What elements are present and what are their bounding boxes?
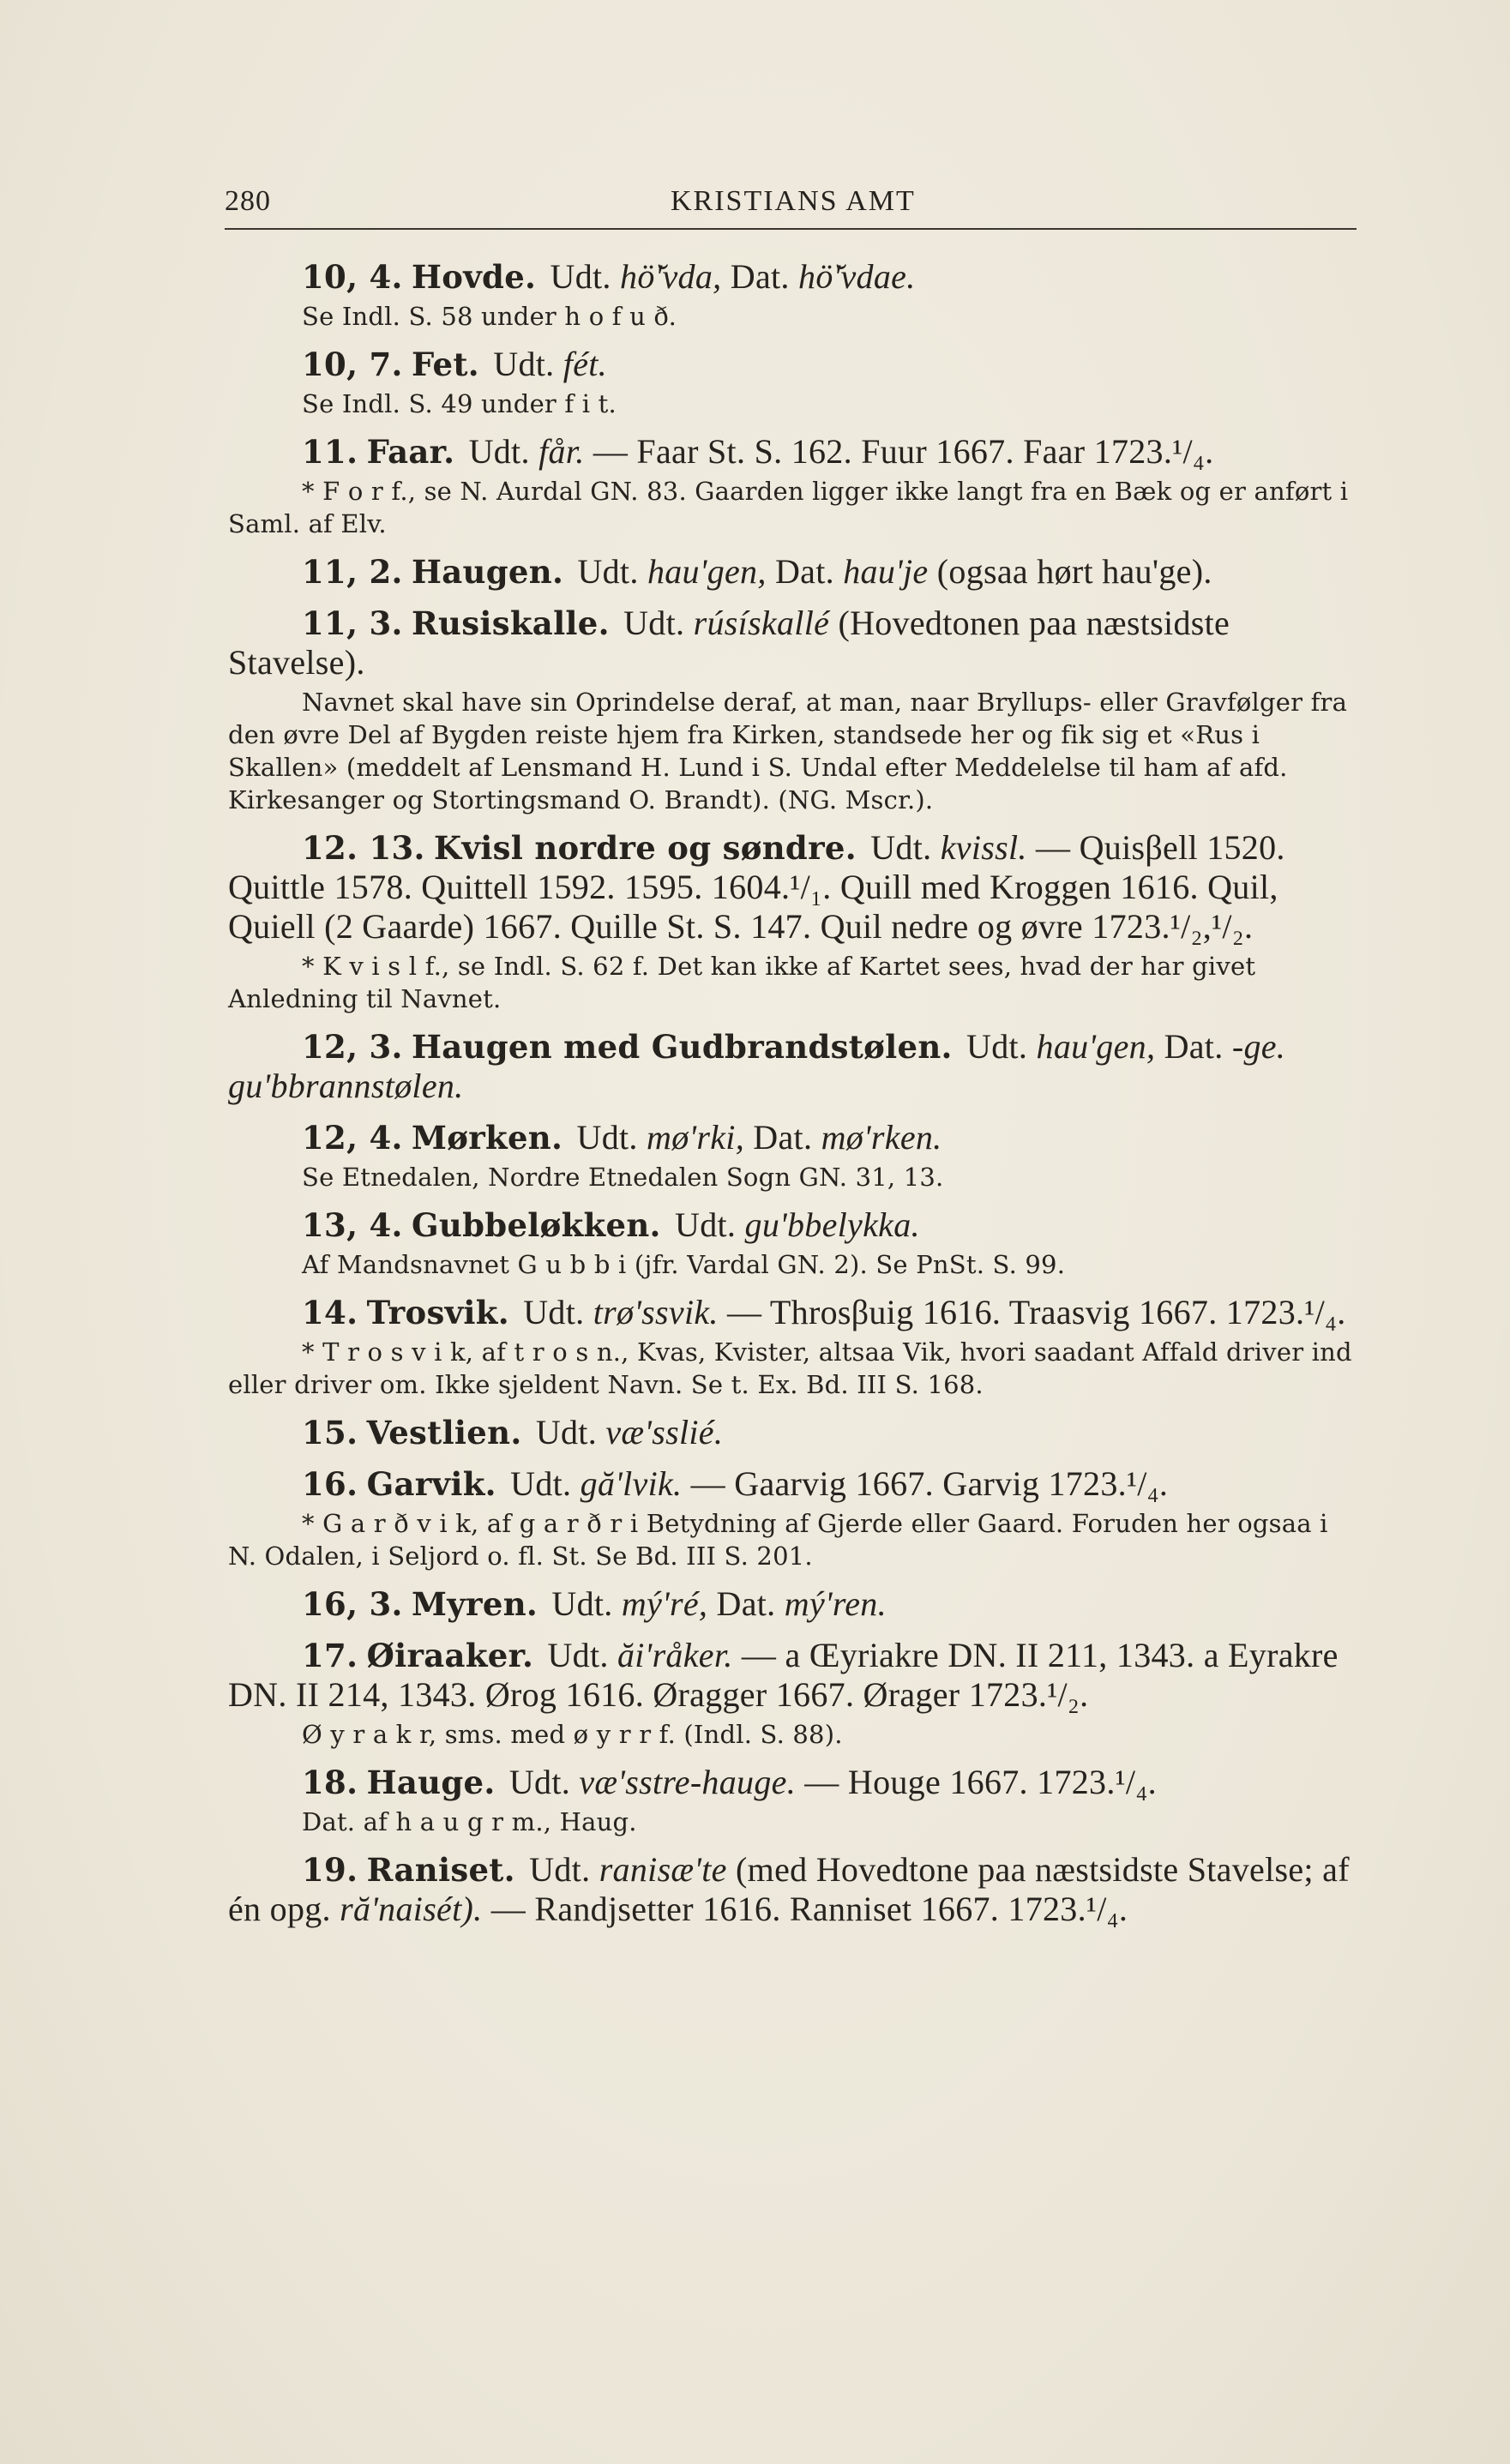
pronunciation: mø'rken.	[821, 1118, 942, 1157]
farm-name: Gubbeløkken.	[412, 1206, 661, 1244]
entry-text: Udt.	[957, 1027, 1037, 1066]
entry-number: 10, 4.	[302, 258, 403, 296]
entry-text: — Houge 1667. 1723.¹/₄.	[796, 1763, 1157, 1801]
entry-text: — Throsβuig 1616. Traasvig 1667. 1723.¹/₄.	[718, 1293, 1346, 1331]
pronunciation: ră'naisét).	[340, 1890, 483, 1928]
entry-text: Udt.	[514, 1293, 593, 1331]
entry-text: Dat.	[721, 257, 799, 296]
page-number: 280	[225, 185, 271, 217]
entry-heading	[228, 1027, 1364, 1106]
entry-heading	[228, 432, 1364, 472]
entry-number: 10, 7.	[302, 346, 403, 383]
entry-text: — Quisβell 1520. Quittle 1578. Quittell 1592. 1595. 1604.¹/₁. Quill med Kroggen 1616. Quil, Quiell (2 Gaarde) 1667. Quille St. S. 147. Quil nedre og øvre 1723.¹/₂,¹/₂.	[228, 828, 1285, 946]
entry	[228, 1027, 1364, 1106]
farm-name: Øiraaker.	[366, 1637, 534, 1674]
pronunciation: gă'lvik.	[580, 1464, 683, 1503]
pronunciation: hö̆'vda,	[620, 257, 722, 296]
entry-number: 18.	[302, 1764, 358, 1801]
pronunciation: væ'sstre-hauge.	[579, 1763, 796, 1801]
entry-text: (Hovedtonen paa næstsidste Stavelse).	[228, 604, 1230, 682]
entry	[228, 1205, 1364, 1281]
entry-number: 13, 4.	[302, 1206, 403, 1244]
entry-text: Dat.	[707, 1584, 785, 1623]
entry-note: Se Indl. S. 49 under f i t.	[302, 389, 617, 418]
entry-text: Udt.	[541, 257, 621, 296]
farm-name: Fet.	[412, 346, 479, 383]
entry	[228, 1636, 1364, 1751]
entry-note: * T r o s v i k, af t r o s n., Kvas, Kvister, altsaa Vik, hvori saadant Affald driver ind eller driver om. Ikke sjeldent Navn. Se t. Ex. Bd. III S. 168.	[228, 1337, 1352, 1399]
entry	[228, 1584, 1364, 1624]
entry-number: 19.	[302, 1851, 358, 1889]
entry	[228, 1118, 1364, 1193]
entry-text: — Faar St. S. 162. Fuur 1667. Faar 1723.¹/₄.	[584, 432, 1214, 471]
entry-text: Dat.	[766, 552, 844, 591]
entry-heading	[228, 1118, 1364, 1157]
farm-name: Kvisl nordre og søndre.	[434, 829, 857, 867]
entry-note: Navnet skal have sin Oprindelse deraf, at man, naar Bryllups- eller Gravfølger fra den øvre Del af Bygden reiste hjem fra Kirken, standsede her og fik sig et «Rus i Skallen» (meddelt af Lensmand H. Lund i S. Undal efter Meddelelse til ham af afd. Kirkesanger og Stortingsmand O. Brandt). (NG. Mscr.).	[228, 688, 1348, 814]
entry-number: 16, 3.	[302, 1585, 403, 1623]
entry-heading	[228, 1584, 1364, 1624]
header-rule	[225, 228, 1357, 230]
entry-text: Udt.	[538, 1636, 617, 1674]
farm-name: Trosvik.	[366, 1294, 509, 1331]
entry-heading	[228, 1464, 1364, 1504]
entry-text: (med Hovedtone paa næstsidste Stavelse; af én opg.	[228, 1850, 1350, 1928]
entry-text: Dat.	[1155, 1027, 1232, 1066]
entry-heading	[228, 1413, 1364, 1452]
entry-note: Af Mandsnavnet G u b b i (jfr. Vardal GN. 2). Se PnSt. S. 99.	[302, 1250, 1066, 1279]
entry-number: 11, 3.	[302, 604, 403, 642]
running-head: KRISTIANS AMT	[671, 185, 916, 217]
pronunciation: ăi'råker.	[617, 1636, 733, 1674]
entry-text: Udt.	[484, 345, 563, 383]
entry-text: Dat.	[744, 1118, 821, 1157]
pronunciation: hau'je	[843, 552, 929, 591]
entry-heading	[228, 1205, 1364, 1245]
pronunciation: hau'gen,	[1036, 1027, 1156, 1066]
entry-text: Udt.	[500, 1763, 580, 1801]
entry-number: 12. 13.	[302, 829, 425, 867]
pronunciation: ranisæ'te	[599, 1850, 727, 1889]
pronunciation: væ'sslié.	[605, 1413, 724, 1451]
entry-text: — Randjsetter 1616. Ranniset 1667. 1723.¹/₄.	[482, 1890, 1128, 1928]
entry-text: Udt.	[569, 552, 647, 591]
farm-name: Garvik.	[366, 1465, 496, 1503]
entry-note: * G a r ð v i k, af g a r ð r i Betydning af Gjerde eller Gaard. Foruden her ogsaa i N. Odalen, i Seljord o. fl. St. Se Bd. III S. 201.	[228, 1509, 1328, 1571]
entry-number: 17.	[302, 1637, 358, 1674]
entry-note: Ø y r a k r, sms. med ø y r r f. (Indl. S. 88).	[302, 1720, 843, 1749]
entry-note: Se Etnedalen, Nordre Etnedalen Sogn GN. 31, 13.	[302, 1163, 944, 1192]
entry-text: Udt.	[861, 828, 941, 867]
entry-text: Udt.	[543, 1584, 622, 1623]
entry-text: — Gaarvig 1667. Garvig 1723.¹/₄.	[682, 1464, 1169, 1503]
farm-name: Mørken.	[412, 1119, 563, 1157]
entry-note: * F o r f., se N. Aurdal GN. 83. Gaarden ligger ikke langt fra en Bæk og er anført i Saml. af Elv.	[228, 477, 1349, 538]
farm-name: Haugen med Gudbrandstølen.	[412, 1028, 953, 1066]
pronunciation: -ge. gu'bbrannstølen.	[228, 1027, 1286, 1105]
entry	[228, 1413, 1364, 1452]
entry-note: Se Indl. S. 58 under h o f u ð.	[302, 302, 677, 331]
pronunciation: fét.	[562, 345, 607, 383]
entry-text: — a Œyriakre DN. II 211, 1343. a Eyrakre DN. II 214, 1343. Ørog 1616. Øragger 1667. Ørager 1723.¹/₂.	[228, 1636, 1339, 1714]
entry-text: Udt.	[568, 1118, 647, 1157]
entry-heading	[228, 604, 1364, 682]
farm-name: Hovde.	[412, 258, 537, 296]
page-header	[225, 180, 1357, 223]
entry-text: (ogsaa hørt hau'ge).	[928, 552, 1212, 591]
pronunciation: mý'ré,	[621, 1584, 708, 1623]
entry-number: 11.	[302, 433, 358, 471]
entry	[228, 828, 1364, 1015]
entry-heading	[228, 552, 1364, 592]
entry-heading	[228, 1636, 1364, 1715]
entry-number: 14.	[302, 1294, 358, 1331]
pronunciation: kvissl.	[940, 828, 1027, 867]
farm-name: Faar.	[366, 433, 455, 471]
pronunciation: trø'ssvik.	[593, 1293, 719, 1331]
farm-name: Vestlien.	[366, 1414, 522, 1451]
entry	[228, 345, 1364, 420]
entry-note: * K v i s l f., se Indl. S. 62 f. Det kan ikke af Kartet sees, hvad der har givet Anledning til Navnet.	[228, 952, 1256, 1013]
entry	[228, 604, 1364, 816]
entry-text: Udt.	[526, 1413, 606, 1451]
entry-number: 12, 4.	[302, 1119, 403, 1157]
entry-number: 11, 2.	[302, 553, 403, 591]
pronunciation: hö̆'vdae.	[798, 257, 916, 296]
farm-name: Hauge.	[366, 1764, 496, 1801]
entry-number: 15.	[302, 1414, 358, 1451]
pronunciation: får.	[538, 432, 585, 471]
entry	[228, 1293, 1364, 1401]
entry-heading	[228, 257, 1364, 297]
entry-heading	[228, 1850, 1364, 1929]
entry	[228, 257, 1364, 333]
entry-text: Udt.	[460, 432, 539, 471]
farm-name: Myren.	[412, 1585, 538, 1623]
entry-heading	[228, 345, 1364, 384]
entry-heading	[228, 1763, 1364, 1802]
farm-name: Rusiskalle.	[412, 604, 610, 642]
entry-number: 16.	[302, 1465, 358, 1503]
entry-text: Udt.	[665, 1205, 745, 1244]
entry	[228, 552, 1364, 592]
entry-heading	[228, 1293, 1364, 1332]
farm-name: Haugen.	[412, 553, 564, 591]
entry-text: Udt.	[614, 604, 694, 642]
entry-note: Dat. af h a u g r m., Haug.	[302, 1807, 637, 1836]
entry	[228, 1850, 1364, 1929]
pronunciation: hau'gen,	[647, 552, 767, 591]
farm-name: Raniset.	[366, 1851, 515, 1889]
pronunciation: rúsískallé	[693, 604, 830, 642]
pronunciation: mý'ren.	[784, 1584, 887, 1623]
entry-number: 12, 3.	[302, 1028, 403, 1066]
entry-text: Udt.	[501, 1464, 581, 1503]
entry	[228, 1763, 1364, 1838]
entry	[228, 1464, 1364, 1572]
pronunciation: gu'bbelykka.	[744, 1205, 920, 1244]
entry-text: Udt.	[520, 1850, 599, 1889]
entry-list	[228, 257, 1364, 1932]
entry-heading	[228, 828, 1364, 947]
pronunciation: mø'rki,	[647, 1118, 744, 1157]
entry	[228, 432, 1364, 540]
